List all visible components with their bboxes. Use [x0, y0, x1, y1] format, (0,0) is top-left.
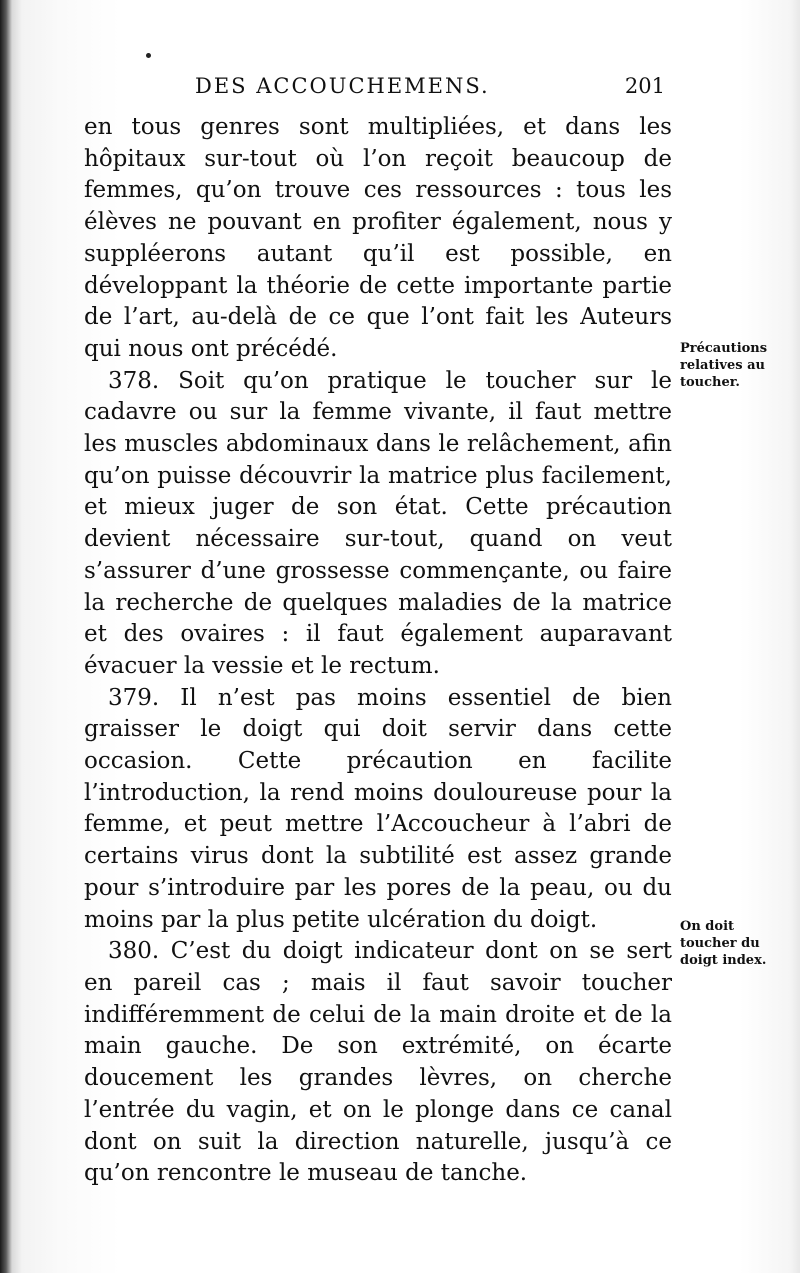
margin-note-index-finger: On doit toucher du doigt index. — [680, 919, 767, 968]
paragraph-continuation: en tous genres sont multipliées, et dans les hôpitaux sur-tout où l’on reçoit beaucoup de femmes, qu’on trouve ces ressources : tous les élèves ne pouvant en profiter également, nous y suppléerons autant qu’il est possible, en développant la théorie de cette importante partie de l’art, au-delà de ce que l’ont fait les Auteurs qui nous ont précédé. — [84, 114, 672, 362]
paragraph-379: 379. Il n’est pas moins essentiel de bien graisser le doigt qui doit servir dans cette occasion. Cette précaution en facilite l’introduction, la rend moins douloureuse pour la femme, et peut mettre l’Accoucheur à l’abri de certains virus dont la subtilité est assez grande pour s’introduire par les pores de la peau, ou du moins par la plus petite ulcération du doigt. — [84, 684, 672, 933]
paragraph-380: 380. C’est du doigt indicateur dont on se sert en pareil cas ; mais il faut savoir toucher indifféremment de celui de la main droite et de la main gauche. De son extrémité, on écarte doucement les grandes lèvres, on cherche l’entrée du vagin, et on le plonge dans ce canal dont on suit la direction naturelle, jusqu’à ce qu’on rencontre le museau de tanche. — [84, 938, 672, 1187]
margin-note-precautions: Précautions relatives au toucher. — [680, 341, 768, 390]
running-title: DES ACCOUCHEMENS. — [195, 74, 490, 98]
ink-speck — [146, 53, 151, 58]
paragraph-378: 378. Soit qu’on pratique le toucher sur le cadavre ou sur la femme vivante, il faut mettre les muscles abdominaux dans le relâchement, afin qu’on puisse découvrir la matrice plus facilement, et mieux juger de son état. Cette précaution devient nécessaire sur-tout, quand on veut s’assurer d’une grossesse commençante, ou faire la recherche de quelques maladies de la matrice et des ovaires : il faut également auparavant évacuer la vessie et le rectum. — [84, 367, 672, 679]
page-number: 201 — [624, 74, 665, 98]
main-text — [84, 112, 672, 1190]
